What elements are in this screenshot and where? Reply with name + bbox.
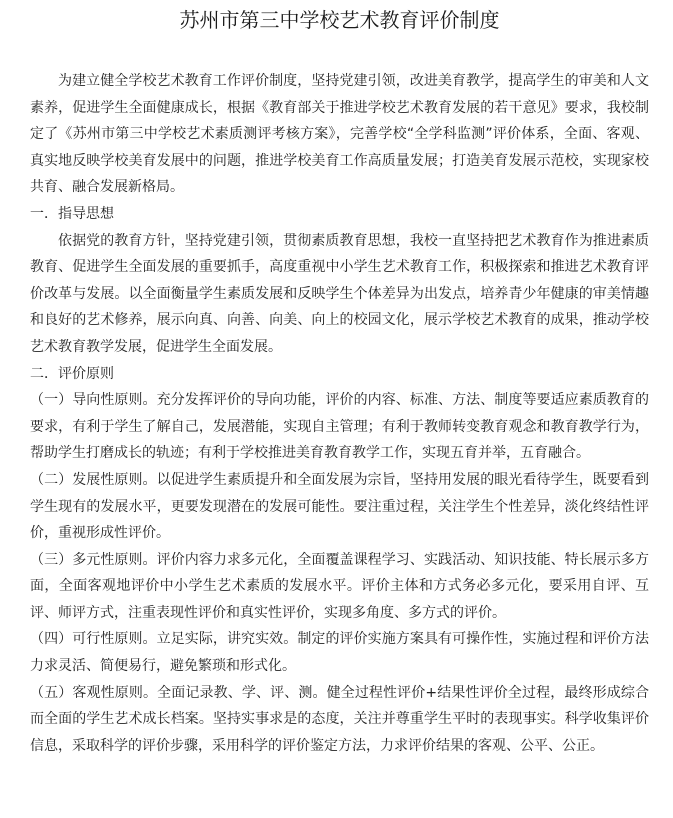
principle-objectivity: （五）客观性原则。全面记录教、学、评、测。健全过程性评价+结果性评价全过程，最终形成综合而全面的学生艺术成长档案。坚持实事求是的态度，关注并尊重学生平时的表现事实。科学收集评价信息，采取科学的评价步骤，采用科学的评价鉴定方法，力求评价结果的客观、公平、公正。 [30,684,649,754]
principle-diversity: （三）多元性原则。评价内容力求多元化，全面覆盖课程学习、实践活动、知识技能、特长展示多方面，全面客观地评价中小学生艺术素质的发展水平。评价主体和方式务必多元化，要采用自评、互评、师评方式，注重表现性评价和真实性评价，实现多角度、多方式的评价。 [30,551,649,621]
principle-feasibility: （四）可行性原则。立足实际，讲究实效。制定的评价实施方案具有可操作性，实施过程和评价方法力求灵活、简便易行，避免繁琐和形式化。 [30,631,649,675]
section-heading-evaluation-principles: 二．评价原则 [30,365,114,382]
document-title: 苏州市第三中学校艺术教育评价制度 [179,8,500,32]
principle-guidance: （一）导向性原则。充分发挥评价的导向功能，评价的内容、标准、方法、制度等要适应素质教育的要求，有利于学生了解自己，发展潜能，实现自主管理；有利于教师转变教育观念和教育教学行为，帮助学生打磨成长的轨迹；有利于学校推进美育教育教学工作，实现五育并举，五育融合。 [30,392,649,462]
intro-paragraph: 为建立健全学校艺术教育工作评价制度，坚持党建引领，改进美育教学，提高学生的审美和人文素养，促进学生全面健康成长，根据《教育部关于推进学校艺术教育发展的若干意见》要求，我校制定了《苏州市第三中学校艺术素质测评考核方案》，完善学校“全学科监测”评价体系，全面、客观、真实地反映学校美育发展中的问题，推进学校美育工作高质量发展；打造美育发展示范校，实现家校共育、融合发展新格局。 [30,73,649,196]
section-heading-guiding-ideology: 一．指导思想 [30,205,114,222]
principle-development: （二）发展性原则。以促进学生素质提升和全面发展为宗旨，坚持用发展的眼光看待学生，既要看到学生现有的发展水平，更要发现潜在的发展可能性。要注重过程，关注学生个性差异，淡化终结性评价，重视形成性评价。 [30,471,649,542]
guiding-ideology-paragraph: 依据党的教育方针，坚持党建引领，贯彻素质教育思想，我校一直坚持把艺术教育作为推进素质教育、促进学生全面发展的重要抓手，高度重视中小学生艺术教育工作，积极探索和推进艺术教育评价改革与发展。以全面衡量学生素质发展和反映学生个体差异为出发点，培养青少年健康的审美情趣和良好的艺术修养，展示向真、向善、向美、向上的校园文化，展示学校艺术教育的成果，推动学校艺术教育教学发展，促进学生全面发展。 [30,232,649,355]
